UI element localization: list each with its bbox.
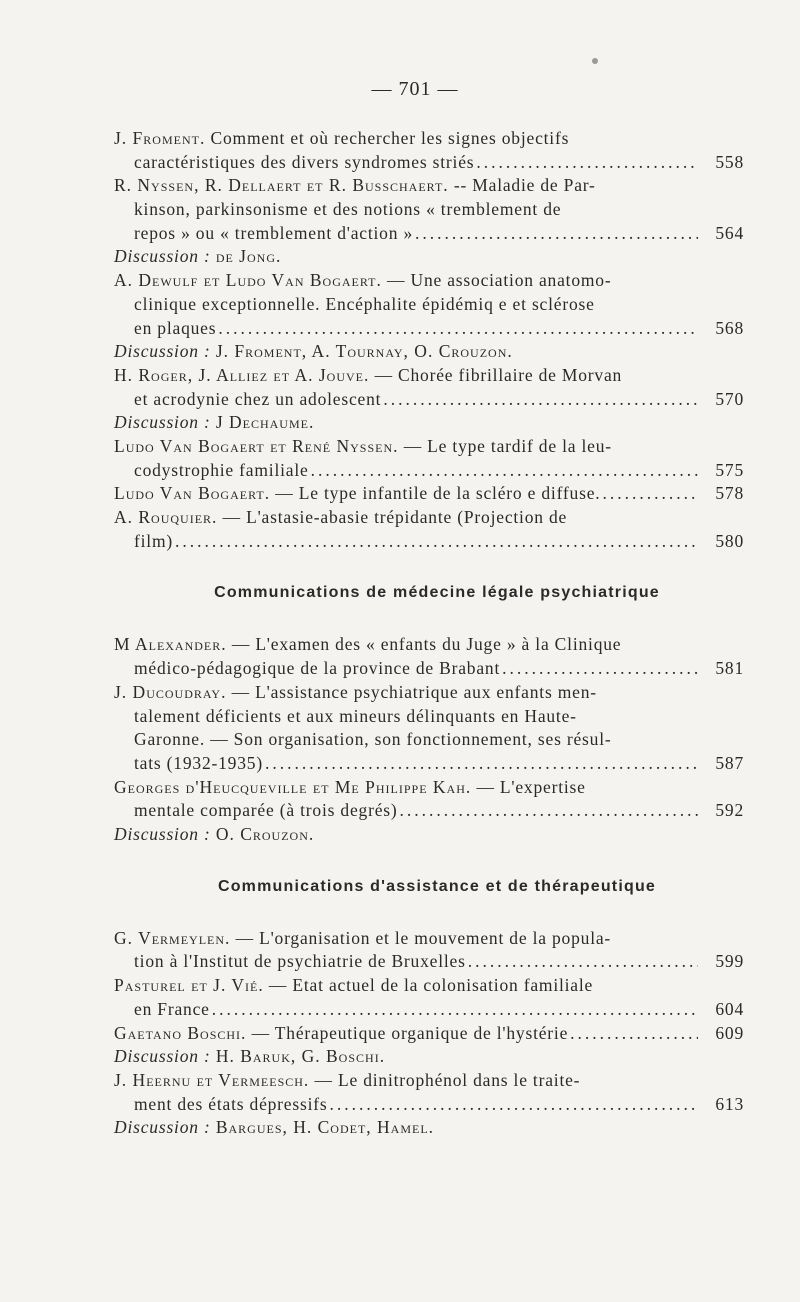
entry-line (114, 198, 740, 222)
entry-title-text: mentale comparée (à trois degrés) (134, 800, 398, 821)
entry-line (114, 174, 740, 198)
entry-title-text: — Le type infantile de la scléro e diffuse. (275, 483, 601, 504)
entry-title-text: codystrophie familiale (134, 459, 309, 480)
entry-title-text: — Le type tardif de la leu- (403, 436, 612, 456)
entry-final-line (114, 482, 744, 506)
dot-leader (175, 530, 698, 554)
dot-leader (468, 950, 698, 974)
entry-page-number: 581 (715, 658, 744, 679)
discussion-line (114, 411, 740, 435)
paper-speck (592, 58, 598, 64)
discussion-line (114, 1116, 740, 1140)
table-of-contents (114, 127, 744, 1140)
dot-leader (570, 1022, 698, 1046)
entry-title-text: en France (134, 998, 210, 1019)
entry-title-text: caractéristiques des divers syndromes striés (134, 151, 475, 172)
entry-title-text: clinique exceptionnelle. Encéphalite épidémiq e et sclérose (134, 293, 595, 314)
entry-title-text: et acrodynie chez un adolescent (134, 388, 382, 409)
entry-authors: H. Roger, J. Alliez et A. Jouve. (114, 364, 370, 385)
discussion-line (114, 1045, 740, 1069)
entry-page-number: 592 (715, 800, 744, 821)
entry-title-end (134, 657, 500, 681)
entry-title-text: repos » ou « tremblement d'action » (134, 222, 414, 243)
entry-page-number: 609 (715, 1022, 744, 1043)
discussion-names: Bargues, H. Codet, Hamel. (215, 1117, 435, 1138)
entry-page-number: 587 (715, 752, 744, 773)
entry-page-number: 558 (715, 151, 744, 172)
entry-line (114, 435, 740, 459)
entry-line (114, 364, 740, 388)
entry-line (114, 927, 740, 951)
entry-title-text: — L'expertise (476, 776, 586, 797)
entry-authors: J. Ducoudray. (114, 681, 227, 702)
entry-title-end (134, 998, 210, 1022)
entry-final-line (114, 950, 744, 974)
toc-entry (114, 776, 744, 823)
discussion-line (114, 823, 740, 847)
entry-final-line (114, 1093, 744, 1117)
entry-page-number: 570 (715, 388, 744, 409)
toc-entry (114, 127, 744, 174)
toc-entry (114, 482, 744, 506)
dot-leader (476, 151, 698, 175)
entry-title-text: — Etat actuel de la colonisation familiale (268, 975, 594, 996)
entry-title-end (134, 799, 398, 823)
entry-final-line (114, 1022, 744, 1046)
entry-title-end (114, 482, 600, 506)
dot-leader (330, 1093, 699, 1117)
entry-page-number: 564 (715, 222, 744, 243)
entry-authors: Ludo Van Bogaert. (114, 483, 271, 504)
entry-authors: A. Rouquier. (114, 507, 218, 528)
entry-title-text: film) (134, 530, 173, 551)
section-assistance-therapeutics (114, 927, 744, 1140)
entry-line (114, 681, 740, 705)
toc-entry (114, 1022, 744, 1046)
section-legal-psychiatry (114, 633, 744, 846)
discussion-label: Discussion : (114, 412, 211, 433)
discussion-names: J. Froment, A. Tournay, O. Crouzon. (215, 341, 513, 362)
toc-entry (114, 269, 744, 340)
entry-page-number: 568 (715, 317, 744, 338)
entry-line (114, 269, 740, 293)
entry-title-text: — L'organisation et le mouvement de la popula- (235, 927, 612, 948)
entry-title-end (134, 151, 474, 175)
entry-authors: Pasturel et J. Vié. (114, 975, 264, 996)
toc-entry (114, 681, 744, 776)
entry-title-text: talement déficients et aux mineurs délinquants en Haute- (134, 705, 577, 726)
entry-page-number: 599 (715, 951, 744, 972)
entry-title-end (134, 752, 263, 776)
section-neurology (114, 127, 744, 553)
section-heading-assistance-therapeutics: Communications d'assistance et de thérapeutique (217, 877, 657, 895)
dot-leader (502, 657, 698, 681)
entry-line (114, 506, 740, 530)
entry-line (114, 127, 740, 151)
entry-authors: Gaetano Boschi. (114, 1022, 247, 1043)
entry-title-text: médico-pédagogique de la province de Brabant (134, 658, 501, 679)
toc-entry (114, 927, 744, 974)
discussion-label: Discussion : (114, 341, 211, 362)
entry-page-number: 575 (715, 459, 744, 480)
entry-title-end (134, 1093, 328, 1117)
entry-title-end (134, 950, 466, 974)
entry-authors: M Alexander. (114, 634, 227, 655)
entry-title-text: — Chorée fibrillaire de Morvan (374, 364, 623, 385)
dot-leader (383, 388, 698, 412)
entry-title-end (114, 1022, 568, 1046)
dot-leader (218, 317, 698, 341)
entry-final-line (114, 530, 744, 554)
discussion-line (114, 340, 740, 364)
dot-leader (602, 482, 698, 506)
entry-title-text: tion à l'Institut de psychiatrie de Bruxelles (134, 951, 466, 972)
entry-authors: Georges d'Heucqueville et Me Philippe Kah. (114, 776, 472, 797)
entry-authors: J. Heernu et Vermeesch. (114, 1069, 310, 1090)
entry-title-text: kinson, parkinsonisme et des notions « tremblement de (134, 199, 562, 220)
entry-line (114, 705, 740, 729)
entry-line (114, 974, 740, 998)
entry-page-number: 578 (715, 483, 744, 504)
section-heading-legal-psychiatry: Communications de médecine légale psychiatrique (214, 584, 660, 602)
entry-line (114, 633, 740, 657)
entry-line (114, 728, 740, 752)
entry-authors: J. Froment. (114, 128, 206, 148)
entry-page-number: 580 (715, 530, 744, 551)
entry-final-line (114, 151, 744, 175)
discussion-names: O. Crouzon. (215, 824, 315, 845)
entry-title-text: ment des états dépressifs (134, 1093, 328, 1114)
entry-final-line (114, 317, 744, 341)
entry-final-line (114, 388, 744, 412)
entry-title-end (134, 222, 413, 246)
entry-title-text: — L'assistance psychiatrique aux enfants men- (231, 681, 597, 702)
toc-entry (114, 174, 744, 245)
dot-leader (400, 799, 698, 823)
entry-final-line (114, 459, 744, 483)
discussion-names: H. Baruk, G. Boschi. (215, 1046, 386, 1067)
dot-leader (415, 222, 698, 246)
discussion-label: Discussion : (114, 1046, 211, 1067)
entry-title-text: — Thérapeutique organique de l'hystérie (251, 1022, 569, 1043)
toc-entry (114, 435, 744, 482)
entry-title-text: — L'astasie-abasie trépidante (Projection de (222, 507, 568, 528)
entry-authors: A. Dewulf et Ludo Van Bogaert. (114, 270, 382, 291)
toc-entry (114, 633, 744, 680)
dot-leader (212, 998, 698, 1022)
entry-title-end (134, 459, 309, 483)
entry-title-text: en plaques (134, 317, 217, 338)
entry-final-line (114, 222, 744, 246)
entry-line (114, 1069, 740, 1093)
entry-title-end (134, 530, 173, 554)
toc-entry (114, 974, 744, 1021)
entry-final-line (114, 799, 744, 823)
dot-leader (265, 752, 698, 776)
entry-authors: Ludo Van Bogaert et René Nyssen. (114, 436, 399, 456)
discussion-label: Discussion : (114, 824, 211, 845)
entry-title-text: — Une association anatomo- (387, 270, 612, 291)
entry-title-text: tats (1932-1935) (134, 752, 263, 773)
entry-final-line (114, 998, 744, 1022)
discussion-names: de Jong. (215, 246, 282, 267)
entry-line (114, 776, 740, 800)
entry-page-number: 613 (715, 1093, 744, 1114)
toc-entry (114, 506, 744, 553)
entry-final-line (114, 752, 744, 776)
entry-title-text: — Le dinitrophénol dans le traite- (314, 1069, 581, 1090)
entry-title-end (134, 317, 216, 341)
page-number: — 701 — (371, 78, 459, 100)
entry-title-text: -- Maladie de Par- (453, 175, 596, 196)
discussion-label: Discussion : (114, 246, 211, 267)
entry-authors: R. Nyssen, R. Dellaert et R. Busschaert. (114, 175, 449, 196)
entry-authors: G. Vermeylen. (114, 927, 231, 948)
dot-leader (311, 459, 698, 483)
entry-final-line (114, 657, 744, 681)
discussion-names: J Dechaume. (215, 412, 315, 433)
toc-entry (114, 1069, 744, 1116)
toc-entry (114, 364, 744, 411)
entry-line (114, 293, 740, 317)
entry-title-text: Garonne. — Son organisation, son fonctionnement, ses résul- (134, 729, 612, 750)
discussion-label: Discussion : (114, 1117, 211, 1138)
entry-page-number: 604 (715, 998, 744, 1019)
discussion-line (114, 245, 740, 269)
entry-title-text: — L'examen des « enfants du Juge » à la Clinique (231, 634, 622, 655)
entry-title-text: Comment et où rechercher les signes objectifs (210, 128, 570, 148)
entry-title-end (134, 388, 381, 412)
